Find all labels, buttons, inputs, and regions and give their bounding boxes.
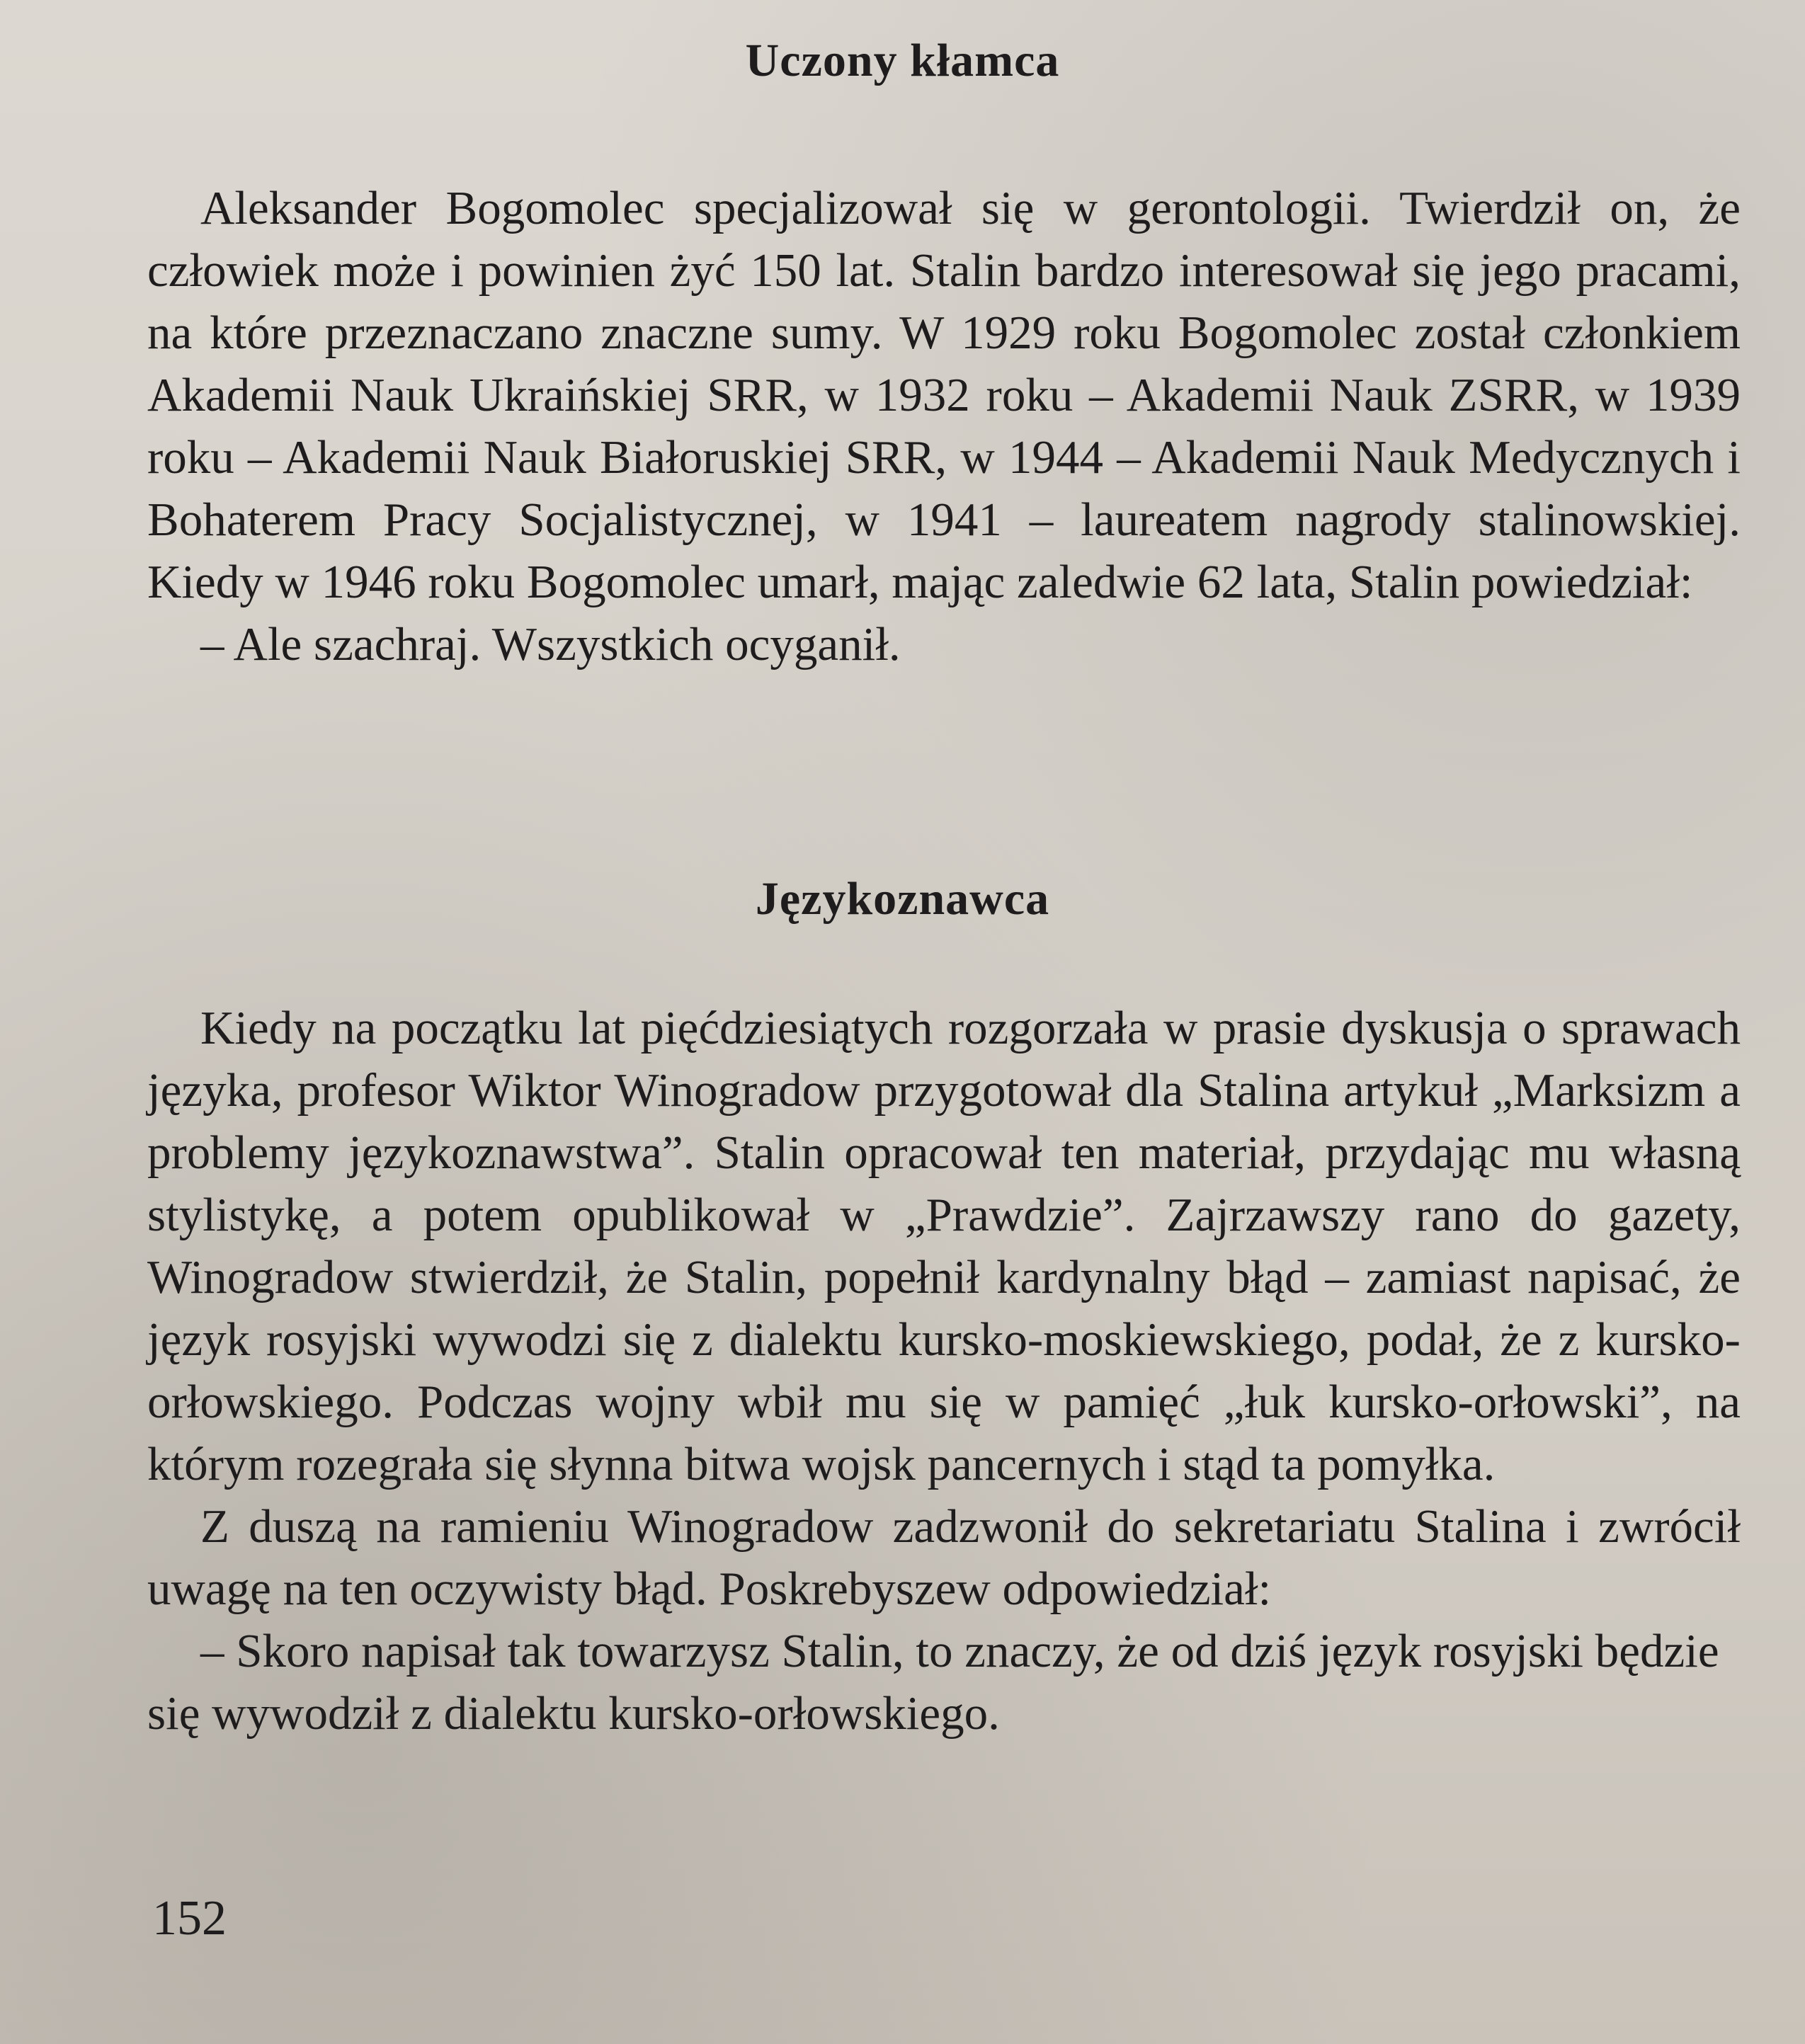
- section-uczony-klamca-body: [147, 177, 1741, 675]
- quote-stalin: – Ale szachraj. Wszystkich ocyganił.: [200, 618, 901, 670]
- paragraph-telefon: Z duszą na ramieniu Winogradow zadzwonił do sekretariatu Stalina i zwrócił uwagę na ten oczywisty błąd. Poskrebyszew odpowiedział:: [147, 1500, 1741, 1615]
- paragraph-winogradow: Kiedy na początku lat pięćdziesiątych rozgorzała w prasie dyskusja o sprawach języka, profesor Wiktor Winogradow przygotował dla Stalina artykuł „Marksizm a problemy językoznawstwa”. Stalin opracował ten materiał, przydając mu własną stylistykę, a potem opublikował w „Prawdzie”. Zajrzawszy rano do gazety, Winogradow stwierdził, że Stalin, popełnił kardynalny błąd – zamiast napisać, że język rosyjski wywodzi się z dialektu kursko-moskiewskiego, podał, że z kursko-orłowskiego. Podczas wojny wbił mu się w pamięć „łuk kursko-orłowski”, na którym rozegrała się słynna bitwa wojsk pancernych i stąd ta pomyłka.: [147, 1002, 1741, 1490]
- section-title-uczony-klamca: Uczony kłamca: [745, 35, 1060, 86]
- page-number: 152: [152, 1891, 227, 1946]
- section-jezykoznawca-body: [147, 997, 1741, 1745]
- paragraph-bogomolec: Aleksander Bogomolec specjalizował się w gerontologii. Twierdził on, że człowiek może i powinien żyć 150 lat. Stalin bardzo interesował się jego pracami, na które przeznaczano znaczne sumy. W 1929 roku Bogomolec został członkiem Akademii Nauk Ukraińskiej SRR, w 1932 roku – Akademii Nauk ZSRR, w 1939 roku – Akademii Nauk Białoruskiej SRR, w 1944 – Akademii Nauk Medycznych i Bohaterem Pracy Socjalistycznej, w 1941 – laureatem nagrody stalinowskiej. Kiedy w 1946 roku Bogomolec umarł, mając zaledwie 62 lata, Stalin powiedział:: [147, 182, 1741, 608]
- quote-poskrebyszew: – Skoro napisał tak towarzysz Stalin, to znaczy, że od dziś język rosyjski będzie się wywodził z dialektu kursko-orłowskiego.: [147, 1625, 1719, 1740]
- section-title-jezykoznawca: Językoznawca: [755, 873, 1050, 925]
